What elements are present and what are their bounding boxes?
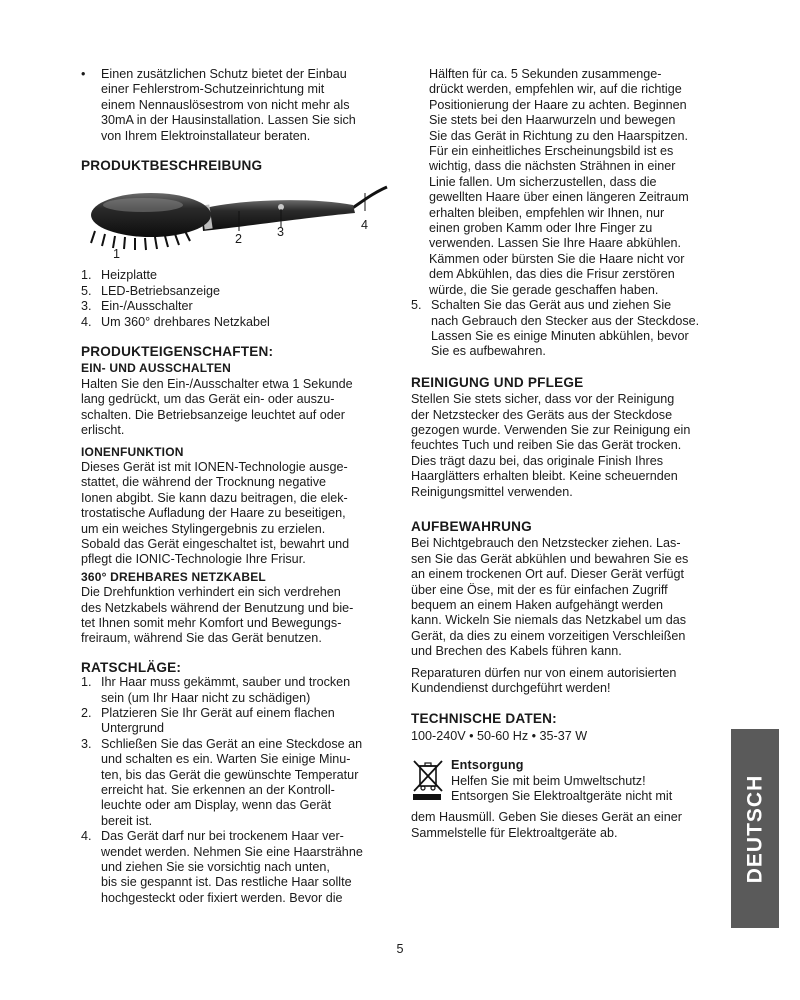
step4-continuation — [411, 67, 721, 298]
text-line: bis sie gespannt ist. Das restliche Haar sollte — [101, 875, 352, 890]
text-line: einem Nennauslösestrom von nicht mehr als — [101, 97, 350, 112]
text-line: gezogen wurde. Verwenden Sie zur Reinigung ein — [411, 422, 691, 437]
list-item — [81, 675, 391, 706]
text-line: • Einen zusätzlichen Schutz bietet der Einbau — [101, 67, 347, 81]
page-number: 5 — [396, 942, 404, 956]
text-line: Halten Sie den Ein-/Ausschalter etwa 1 Sekunde — [81, 376, 353, 391]
text-line: erlischt. — [81, 423, 125, 438]
ein-aus-paragraph — [81, 377, 391, 439]
text-line: erreicht hat. Sie erkennen an der Kontroll- — [101, 783, 335, 798]
intro-bullet-item — [81, 67, 391, 144]
hair-brush-illustration — [81, 179, 391, 265]
text-line: tet Ihnen somit mehr Komfort und Bewegungs- — [81, 615, 342, 630]
language-label: DEUTSCH — [743, 774, 767, 883]
text-line: sen Sie das Gerät abkühlen und bewahren Sie es — [411, 551, 689, 566]
text-line: Bei Nichtgebrauch den Netzstecker ziehen. Las- — [411, 536, 681, 551]
crossed-bin-icon — [411, 758, 447, 798]
technische-daten-heading: TECHNISCHE DATEN: — [411, 711, 557, 727]
ionen-heading: IONENFUNKTION — [81, 444, 184, 459]
technische-daten-value: 100-240V • 50-60 Hz • 35-37 W — [411, 728, 588, 743]
item-text: Um 360° drehbares Netzkabel — [101, 314, 270, 329]
text-line: Für ein einheitliches Erscheinungsbild ist es — [429, 144, 674, 159]
text-line: schalten. Die Betriebsanzeige leuchtet auf oder — [81, 407, 345, 422]
text-line: Ionen abgibt. Sie kann dazu beitragen, die elek- — [81, 490, 348, 505]
text-line: Entsorgen Sie Elektroaltgeräte nicht mit — [451, 789, 673, 804]
text-line: Positionierung der Haare zu achten. Beginnen — [429, 97, 687, 112]
text-line: von Ihrem Elektroinstallateur beraten. — [101, 128, 311, 143]
text-line: der Netzstecker des Geräts aus der Steckdose — [411, 407, 673, 422]
list-item — [81, 829, 391, 906]
produkteigenschaften-heading: PRODUKTEIGENSCHAFTEN: — [81, 344, 274, 360]
repair-note — [411, 666, 721, 697]
text-line: Linie fallen. Um sicherzustellen, dass die — [429, 174, 657, 189]
text-line: Dieses Gerät ist mit IONEN-Technologie ausge- — [81, 459, 348, 474]
text-line: des Netzkabels während der Benutzung und bie- — [81, 600, 354, 615]
list-item — [81, 706, 391, 737]
text-line: Schalten Sie das Gerät aus und ziehen Sie — [431, 298, 672, 313]
item-number: 4. — [81, 829, 92, 844]
product-illustration — [81, 179, 391, 265]
reinigung-heading: REINIGUNG UND PFLEGE — [411, 374, 584, 390]
item-number: 1. — [81, 268, 92, 283]
text-line: Sobald das Gerät eingeschaltet ist, bewahrt und — [81, 536, 350, 551]
text-line: einen groben Kamm oder Ihre Finger zu — [429, 221, 653, 236]
text-line: Sie stets bei den Haarwurzeln und bewegen — [429, 113, 676, 128]
text-line: Haarglätters erhalten bleibt. Keine scheuernden — [411, 469, 678, 484]
produktbeschreibung-heading: PRODUKTBESCHREIBUNG — [81, 158, 263, 174]
item-number: 5. — [81, 283, 92, 298]
aufbewahrung-heading: AUFBEWAHRUNG — [411, 518, 532, 534]
text-line: Schließen Sie das Gerät an eine Steckdose an — [101, 736, 363, 751]
text-line: Die Drehfunktion verhindert ein sich verdrehen — [81, 585, 341, 600]
ionen-paragraph — [81, 460, 391, 568]
text-line: leuchte oder am Display, wenn das Gerät — [101, 798, 332, 813]
text-line: kann. Wickeln Sie niemals das Netzkabel um das — [411, 613, 687, 628]
list-item — [81, 315, 391, 330]
text-line: sein (um Ihr Haar nicht zu schädigen) — [101, 690, 311, 705]
ratschlaege-heading: RATSCHLÄGE: — [81, 659, 182, 675]
text-line: Platzieren Sie Ihr Gerät auf einem flachen — [101, 706, 335, 720]
text-line: und Brechen des Kabels führen kann. — [411, 644, 622, 659]
text-line: Reparaturen dürfen nur von einem autorisierten — [411, 665, 677, 680]
item-text: Ein-/Ausschalter — [101, 299, 193, 314]
label-4: 4 — [361, 218, 369, 233]
text-line: bequem an einem Haken aufgehängt werden — [411, 598, 664, 612]
text-line: Das Gerät darf nur bei trockenem Haar ver- — [101, 829, 344, 844]
text-line: Ihr Haar muss gekämmt, sauber und trocken — [101, 675, 351, 690]
text-line: über eine Öse, mit der es für einfachen Zugriff — [411, 582, 668, 597]
text-line: lang gedrückt, um das Gerät ein- oder auszu- — [81, 392, 335, 407]
text-line: dem Hausmüll. Geben Sie dieses Gerät an einer — [411, 810, 682, 825]
text-line: und ziehen Sie sie vorsichtig nach unten, — [101, 860, 330, 875]
aufbewahrung-paragraph — [411, 536, 721, 659]
reinigung-paragraph — [411, 392, 721, 500]
text-line: Sie das Gerät in Richtung zu den Haarspitzen. — [429, 128, 689, 143]
item-number: 4. — [81, 314, 92, 329]
text-line: freiraum, während Sie das Gerät benutzen. — [81, 631, 322, 646]
text-line: Hälften für ca. 5 Sekunden zusammenge- — [429, 67, 662, 81]
text-line: um ein weiches Stylingergebnis zu erzielen. — [81, 521, 326, 536]
list-item — [81, 268, 391, 283]
text-line: drückt werden, empfehlen wir, auf die richtige — [429, 82, 682, 97]
text-line: und schalten es ein. Warten Sie einige Minu- — [101, 752, 351, 767]
disposal-section — [411, 758, 721, 810]
text-line: Untergrund — [101, 721, 165, 736]
text-line: Sammelstelle für Elektroaltgeräte ab. — [411, 825, 618, 840]
text-line: Gerät, da dies zu einem vorzeitigen Verschleißen — [411, 628, 686, 643]
netzkabel-paragraph — [81, 585, 391, 647]
list-item — [81, 299, 391, 314]
text-line: wichtig, dass die nächsten Strähnen in einer — [429, 159, 676, 174]
text-line: Helfen Sie mit beim Umweltschutz! — [451, 773, 646, 788]
black-bar-icon — [413, 794, 441, 800]
intro-bullet-list — [81, 67, 391, 144]
text-line: bereit ist. — [101, 813, 153, 828]
ein-aus-heading: EIN- UND AUSSCHALTEN — [81, 361, 231, 376]
item-text: LED-Betriebsanzeige — [101, 283, 221, 298]
text-line: erhalten bleiben, empfehlen wir Ihnen, nur — [429, 205, 665, 220]
text-line: trostatische Aufladung der Haare zu beseitigen, — [81, 506, 346, 521]
text-line: Lassen Sie es einige Minuten abkühlen, bevor — [431, 328, 689, 343]
text-line: verwenden. Lassen Sie Ihre Haare abkühlen. — [429, 236, 682, 251]
tips-list — [81, 675, 391, 906]
disposal-tail — [411, 810, 721, 841]
text-line: gewellten Haare über einen längeren Zeitraum — [429, 190, 689, 205]
text-line: hochgesteckt oder fixiert werden. Bevor die — [101, 890, 343, 905]
text-line: Kundendienst durchgeführt werden! — [411, 681, 611, 696]
text-line: Reinigungsmittel verwenden. — [411, 484, 573, 499]
entsorgung-heading: Entsorgung — [451, 758, 524, 773]
item-number: 5. — [411, 298, 422, 313]
left-column — [81, 67, 391, 906]
item-number: 3. — [81, 299, 92, 314]
text-line: pflegt die IONIC-Technologie Ihre Frisur. — [81, 552, 306, 567]
text-line: dem Abkühlen, das dies die Frisur zerstören — [429, 267, 675, 282]
text-line: Kämmen oder bürsten Sie die Haare nicht vor — [429, 251, 685, 266]
netzkabel-heading: 360° DREHBARES NETZKABEL — [81, 569, 266, 584]
list-item — [81, 737, 391, 829]
text-line: nach Gebrauch den Stecker aus der Steckdose. — [431, 313, 700, 328]
list-item — [411, 298, 721, 360]
text-line: Stellen Sie stets sicher, dass vor der Reinigung — [411, 392, 675, 407]
parts-list — [81, 268, 391, 330]
text-line: wendet werden. Nehmen Sie eine Haarsträhne — [101, 844, 363, 859]
text-line: Sie es aufbewahren. — [431, 344, 546, 359]
item-number: 3. — [81, 736, 92, 751]
label-3: 3 — [277, 225, 285, 240]
label-2: 2 — [235, 232, 243, 247]
item-number: 2. — [81, 706, 92, 720]
item-text: Heizplatte — [101, 268, 158, 283]
text-line: einer Fehlerstrom-Schutzeinrichtung mit — [101, 82, 325, 97]
text-line: feuchtes Tuch und reiben Sie das Gerät trocken. — [411, 438, 682, 453]
step5-list — [411, 298, 721, 360]
text-line: Dies trägt dazu bei, das originale Finish Ihres — [411, 453, 664, 468]
list-item — [81, 284, 391, 299]
right-column — [411, 67, 721, 841]
label-1: 1 — [113, 247, 121, 262]
text-line: 30mA in der Hausinstallation. Lassen Sie sich — [101, 113, 356, 128]
text-line: ten, bis das Gerät die gewünschte Temperatur — [101, 767, 359, 782]
text-line: an einem trockenen Ort auf. Dieser Gerät verfügt — [411, 567, 684, 582]
text-line: würde, die Sie gerade geschaffen haben. — [429, 282, 659, 297]
item-number: 1. — [81, 675, 92, 690]
language-side-tab — [731, 729, 779, 928]
text-line: stattet, die während der Trocknung negative — [81, 475, 327, 490]
